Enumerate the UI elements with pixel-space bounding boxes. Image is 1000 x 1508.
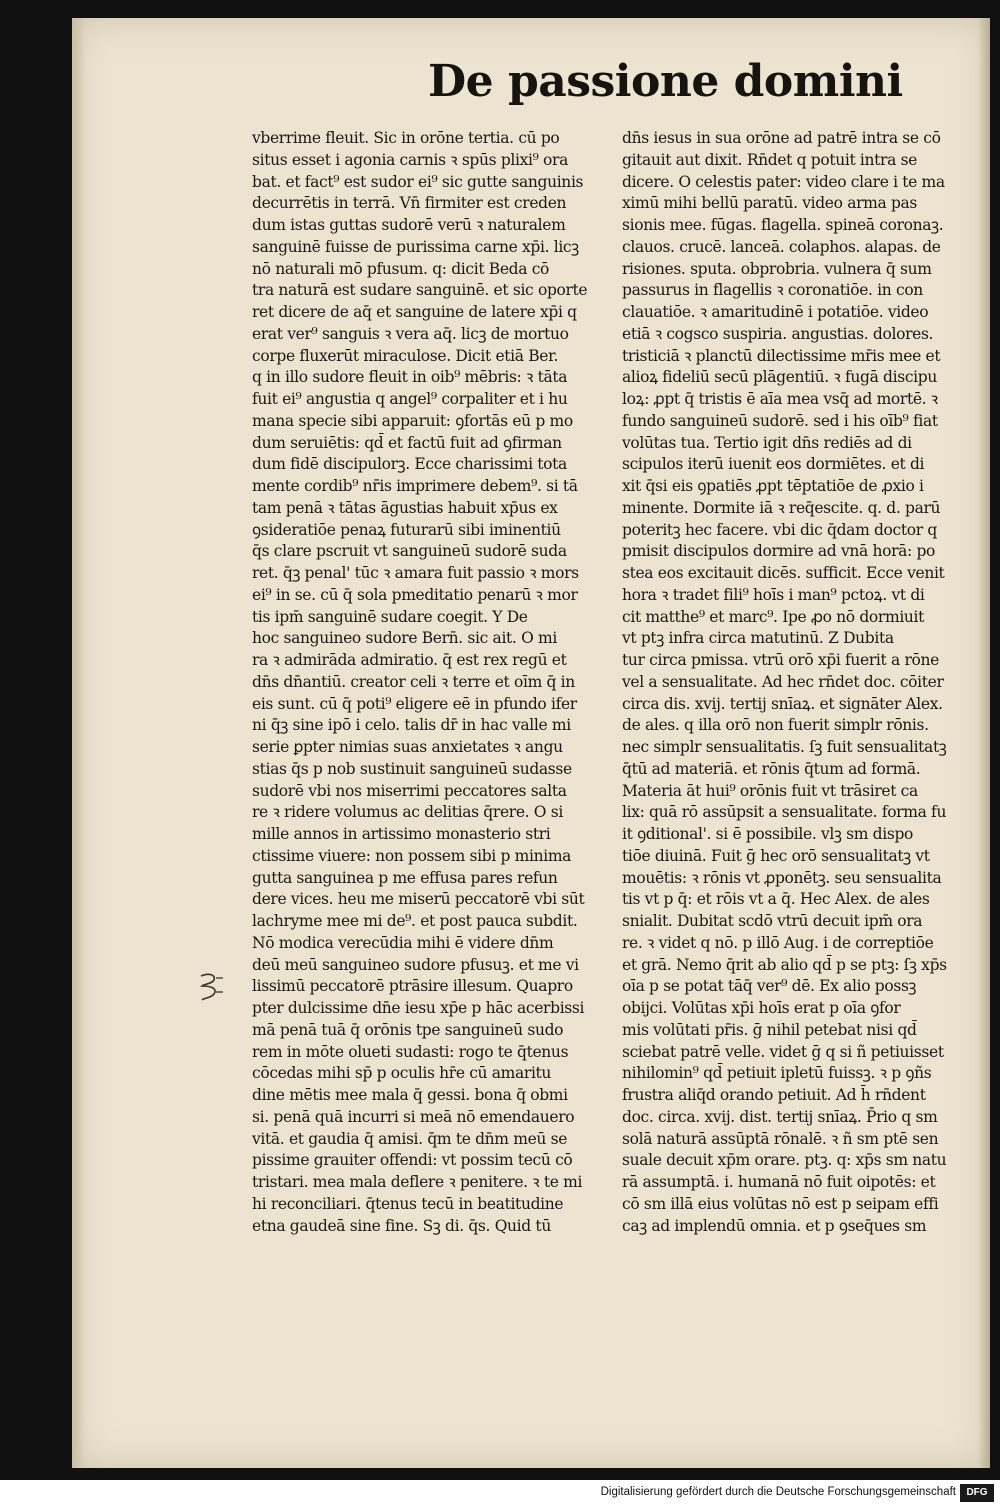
page-edge-shadow xyxy=(978,18,990,1468)
text-line: si. penā quā incurri si meā nō emendauero xyxy=(252,1107,575,1126)
text-line: cit matthe⁹ et marc⁹. Ipe ꝓo nō dormiuit xyxy=(622,607,925,626)
text-line: q̄tū ad materiā. et rōnis q̄tum ad formā. xyxy=(622,759,921,778)
text-line: gutta sanguinea p me effusa pares refun xyxy=(252,868,558,887)
text-line: ei⁹ in se. cū q̄ sola pmeditatio penarū ꝛ mor xyxy=(252,585,578,604)
text-line: q in illo sudore fleuit in oib⁹ mēbris: ꝛ tāta xyxy=(252,368,568,387)
text-line: ximū mihi bellū paratū. video arma pas xyxy=(622,194,918,213)
text-line: mis volūtati pr̄is. ḡ nihil petebat nisi qd̄ xyxy=(622,1020,917,1039)
text-line: cōcedas mihi sp̄ p oculis hr̄e cū amaritu xyxy=(252,1064,552,1083)
text-line: vt ptꝫ infra circa matutinū. Z Dubita xyxy=(622,629,894,648)
text-line: ꝯsideratiōe penaꝝ futurarū sibi iminentiū xyxy=(252,520,561,539)
text-line: sciebat patrē velle. videt ḡ q si ñ petiuisset xyxy=(622,1042,944,1061)
text-line: nō naturali mō pfusum. q: dicit Beda cō xyxy=(252,259,550,278)
text-line: tam penā ꝛ tātas āgustias habuit xp̄us ex xyxy=(252,498,558,517)
text-line: xit q̄si eis ꝯpatiēs ꝓpt tēptatiōe de ꝓxio i xyxy=(622,477,924,495)
text-line: sudorē vbi nos miserrimi peccatores salta xyxy=(252,781,567,800)
left-text-column xyxy=(252,128,592,1237)
text-line: tristari. mea mala deflere ꝛ penitere. ꝛ te mi xyxy=(252,1173,583,1191)
text-line: minente. Dormite iā ꝛ req̄escite. q. d. parū xyxy=(622,498,941,517)
right-text-column xyxy=(622,128,962,1237)
text-line: tristiciā ꝛ planctū dilectissime mr̄is mee et xyxy=(622,346,941,365)
text-line: dn̄s iesus in sua orōne ad patrē intra se cō xyxy=(622,129,941,147)
text-line: doc. circa. xvij. dist. tertij snīaꝝ. P̄rio q sm xyxy=(622,1107,938,1126)
text-line: clauatiōe. ꝛ amaritudinē i potatiōe. video xyxy=(622,303,929,321)
text-line: mente cordib⁹ nr̄is imprimere debem⁹. si tā xyxy=(252,477,578,495)
text-line: frustra aliq̄d orando petiuit. Ad h̄ rn̄dent xyxy=(622,1086,926,1104)
text-line: q̄s clare pscruit vt sanguineū sudorē suda xyxy=(252,542,567,561)
text-line: loꝝ: ꝓpt q̄ tristis ē aīa mea vsq̄ ad mortē. ꝛ xyxy=(622,390,938,408)
text-line: vitā. et gaudia q̄ amisi. q̄m te dn̄m meū se xyxy=(252,1129,568,1148)
text-line: clauos. crucē. lanceā. colaphos. alapas. de xyxy=(622,237,941,256)
marginal-ink-mark xyxy=(198,970,226,1004)
text-line: re ꝛ ridere volumus ac delitias q̄rere. O si xyxy=(252,803,563,822)
text-line: stias q̄s p nob sustinuit sanguineū sudasse xyxy=(252,759,572,778)
text-line: tiōe diuinā. Fuit ḡ hec orō sensualitatꝫ vt xyxy=(622,846,930,865)
page-spine-shadow xyxy=(72,18,86,1468)
text-line: poteritꝫ hec facere. vbi dic q̄dam doctor q xyxy=(622,520,937,539)
dfg-logo: DFG xyxy=(960,1484,994,1502)
text-line: nihilomin⁹ qd̄ petiuit ipletū fuissꝫ. ꝛ p ꝯñs xyxy=(622,1064,932,1083)
text-line: deū meū sanguineo sudore pfusuꝫ. et me vi xyxy=(252,955,579,974)
text-line: risiones. sputa. obprobria. vulnera q̄ sum xyxy=(622,259,932,278)
text-line: ra ꝛ admirāda admiratio. q̄ est rex regū et xyxy=(252,651,567,669)
text-line: pissime grauiter offendi: vt possim tecū cō xyxy=(252,1151,573,1170)
text-line: de ales. q illa orō non fuerit simplr rōnis. xyxy=(622,716,929,735)
text-line: gitauit aut dixit. Rn̄det q potuit intra se xyxy=(622,150,917,169)
text-line: decurrētis in terrā. Vn̄ firmiter est creden xyxy=(252,194,567,213)
text-line: re. ꝛ videt q nō. p illō Aug. i de correptiōe xyxy=(622,933,934,952)
text-line: fuit ei⁹ angustia q angel⁹ corpaliter et i hu xyxy=(252,390,568,408)
text-line: vel a sensualitate. Ad hec rn̄det doc. cōiter xyxy=(622,672,944,691)
running-head: De passione domini xyxy=(428,56,903,107)
text-line: sionis mee. fūgas. flagella. spineā coronaꝫ. xyxy=(622,216,944,234)
text-line: tis vt p q̄: et rōis vt a q̄. Hec Alex. de ales xyxy=(622,890,930,909)
text-line: hora ꝛ tradet fili⁹ hoīs i man⁹ pctoꝝ. vt di xyxy=(622,585,925,604)
text-line: dum fidē discipulorꝫ. Ecce charissimi tota xyxy=(252,455,567,474)
text-line: mā penā tuā q̄ orōnis tpe sanguineū sudo xyxy=(252,1020,564,1039)
text-line: cō sm illā eius volūtas nō est p seipam effi xyxy=(622,1194,939,1213)
funding-note: Digitalisierung gefördert durch die Deutsche Forschungsgemeinschaft xyxy=(600,1486,956,1498)
text-line: stea eos excitauit dicēs. sufficit. Ecce venit xyxy=(622,564,945,582)
text-line: hi reconciliari. q̄tenus tecū in beatitudine xyxy=(252,1194,564,1213)
text-line: tis ipm̄ sanguinē sudare coegit. Y De xyxy=(252,607,528,626)
text-line: rem in mōte olueti sudasti: rogo te q̄tenus xyxy=(252,1042,569,1061)
text-line: Materia āt hui⁹ orōnis fuit vt trāsiret ca xyxy=(622,781,918,800)
text-line: lix: quā rō assūpsit a sensualitate. forma fu xyxy=(622,803,947,822)
text-line: vberrime fleuit. Sic in orōne tertia. cū po xyxy=(252,129,560,147)
text-line: dine mētis mee mala q̄ gessi. bona q̄ obmi xyxy=(252,1086,568,1104)
text-line: mana specie sibi apparuit: ꝯfortās eū p mo xyxy=(252,411,573,430)
text-line: nec simplr sensualitatis. ſꝫ fuit sensualitatꝫ xyxy=(622,738,947,756)
text-line: mille annos in artissimo monasterio stri xyxy=(252,825,551,843)
text-line: dn̄s dn̄antiū. creator celi ꝛ terre et oīm q̄ in xyxy=(252,672,575,691)
text-line: scipulos iterū iuenit eos dormiētes. et di xyxy=(622,455,925,474)
text-line: oīa p se potat tāq̄ ver⁹ dē. Ex alio possꝫ xyxy=(622,977,917,996)
text-line: et grā. Nemo q̄rit ab alio qd̄ p se ptꝫ: ſꝫ xp̄s xyxy=(622,955,947,974)
text-line: ret dicere de aq̄ et sanguine de latere xp̄i q xyxy=(252,303,577,321)
text-line: caꝫ ad implendū omnia. et p ꝯseq̄ues sm xyxy=(622,1216,927,1235)
text-line: it ꝯditional'. si ē possibile. vlꝫ sm dispo xyxy=(622,825,914,843)
text-line: Nō modica verecūdia mihi ē videre dn̄m xyxy=(252,933,554,952)
text-line: ni q̄ꝫ sine ipō i celo. talis dr̄ in hac valle mi xyxy=(252,716,571,735)
text-line: mouētis: ꝛ rōnis vt ꝓponētꝫ. seu sensualita xyxy=(622,868,942,887)
text-line: pter dulcissime dn̄e iesu xp̄e p hāc acerbissi xyxy=(252,999,585,1017)
text-line: erat ver⁹ sanguis ꝛ vera aq̄. licꝫ de mortuo xyxy=(252,324,569,343)
text-line: tra naturā est sudare sanguinē. et sic oporte xyxy=(252,281,588,300)
text-line: obijci. Volūtas xp̄i hoīs erat p oīa ꝯfor xyxy=(622,999,901,1017)
text-line: tur circa pmissa. vtrū orō xp̄i fuerit a rōne xyxy=(622,651,939,669)
text-line: etna gaudeā sine fine. Sꝫ di. q̄s. Quid tū xyxy=(252,1216,551,1235)
text-line: ctissime viuere: non possem sibi p minima xyxy=(252,846,572,865)
text-line: serie ꝑpter nimias suas anxietates ꝛ angu xyxy=(252,738,563,756)
text-line: bat. et fact⁹ est sudor ei⁹ sic gutte sanguinis xyxy=(252,172,584,191)
text-line: dum seruiētis: qd̄ et factū fuit ad ꝯfirman xyxy=(252,433,562,452)
text-line: rā assumptā. i. humanā nō fuit oipotēs: et xyxy=(622,1173,936,1191)
text-line: dicere. O celestis pater: video clare i te ma xyxy=(622,172,945,191)
text-line: hoc sanguineo sudore Bern̄. sic ait. O mi xyxy=(252,629,557,648)
text-line: eis sunt. cū q̄ poti⁹ eligere eē in pfundo ifer xyxy=(252,694,577,713)
text-line: etiā ꝛ cogsco suspiria. angustias. dolores. xyxy=(622,324,934,343)
text-line: dere vices. heu me miserū peccatorē vbi sūt xyxy=(252,890,585,909)
text-line: passurus in flagellis ꝛ coronatiōe. in con xyxy=(622,281,923,300)
text-line: volūtas tua. Tertio igit dn̄s rediēs ad di xyxy=(622,433,912,452)
text-line: pmisit discipulos dormire ad vnā horā: po xyxy=(622,542,936,561)
text-line: snialit. Dubitat scdō vtrū decuit ipm̄ ora xyxy=(622,912,923,930)
text-line: suale decuit xp̄m orare. ptꝫ. q: xp̄s sm natu xyxy=(622,1151,947,1170)
text-line: lissimū peccatorē ptrāsire illesum. Quapro xyxy=(252,977,573,996)
text-line: lachryme mee mi de⁹. et post pauca subdit. xyxy=(252,912,578,930)
text-line: ret. q̄ꝫ penal' tūc ꝛ amara fuit passio ꝛ mors xyxy=(252,564,579,582)
text-line: dum istas guttas sudorē verū ꝛ naturalem xyxy=(252,216,566,234)
text-line: circa dis. xvij. tertij snīaꝝ. et signāter Alex. xyxy=(622,694,943,713)
text-line: solā naturā assūptā rōnalē. ꝛ ñ sm ptē sen xyxy=(622,1129,939,1148)
text-line: corpe fluxerūt miraculose. Dicit etiā Ber. xyxy=(252,346,559,365)
text-line: situs esset i agonia carnis ꝛ spūs plixi⁹ ora xyxy=(252,150,568,169)
text-line: alioꝝ fideliū secū plāgentiū. ꝛ fugā discipu xyxy=(622,368,937,387)
text-line: fundo sanguineū sudorē. sed i his oīb⁹ fiat xyxy=(622,411,938,430)
text-line: sanguinē fuisse de purissima carne xp̄i. licꝫ xyxy=(252,237,579,256)
